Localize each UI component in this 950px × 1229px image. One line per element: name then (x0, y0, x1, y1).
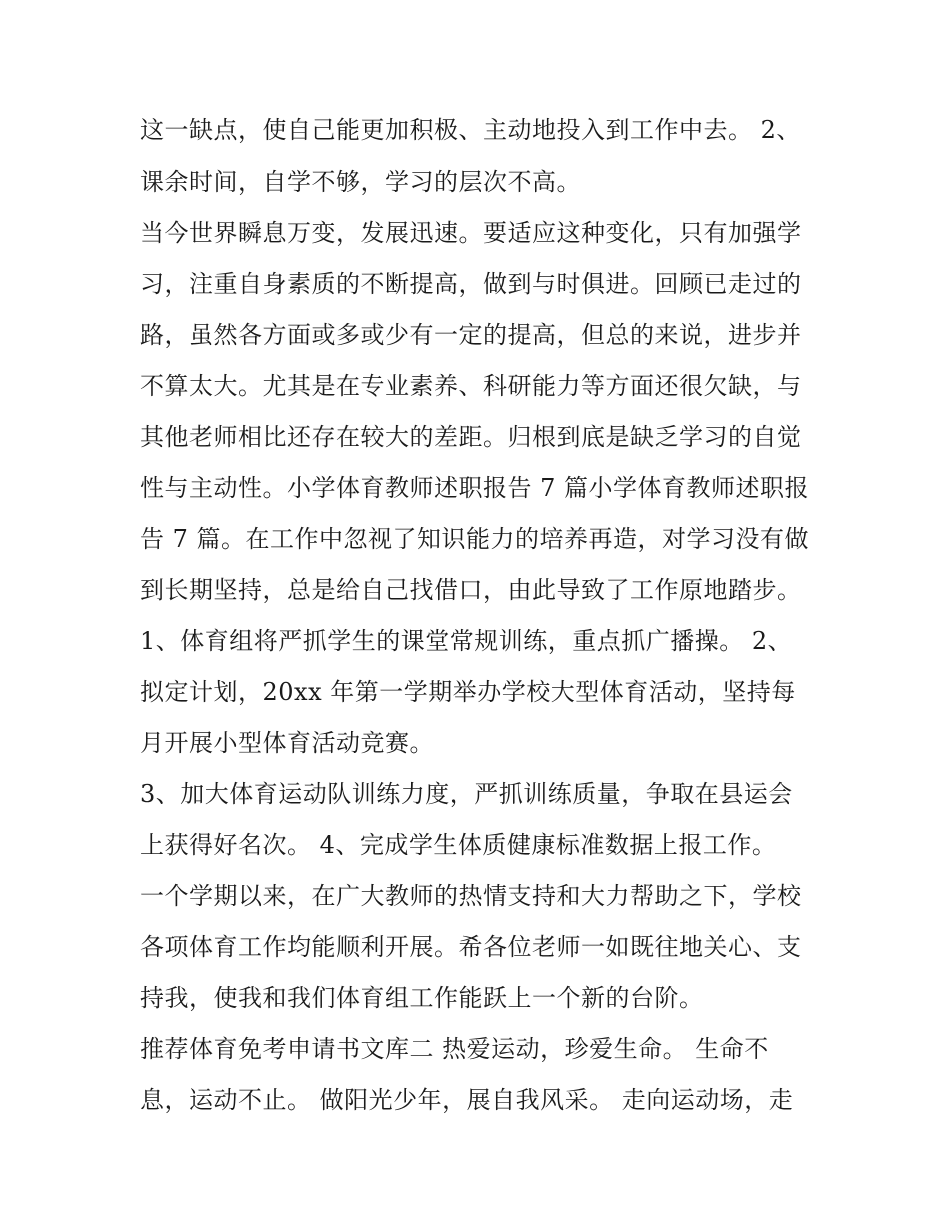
text-line: 月开展小型体育活动竞赛。 (140, 729, 434, 757)
text-line: 课余时间，自学不够，学习的层次不高。 (140, 168, 581, 196)
text-line: 上获得好名次。 4、完成学生体质健康标准数据上报工作。 (140, 831, 777, 859)
text-line: 习，注重自身素质的不断提高，做到与时俱进。回顾已走过的 (140, 270, 802, 298)
text-line: 各项体育工作均能顺利开展。希各位老师一如既往地关心、支 (140, 933, 802, 961)
text-line: 持我，使我和我们体育组工作能跃上一个新的台阶。 (140, 984, 704, 1012)
text-line: 这一缺点，使自己能更加积极、主动地投入到工作中去。 2、 (140, 116, 801, 144)
text-line: 一个学期以来，在广大教师的热情支持和大力帮助之下，学校 (140, 882, 802, 910)
text-line: 到长期坚持，总是给自己找借口，由此导致了工作原地踏步。 (140, 576, 802, 604)
text-line: 其他老师相比还存在较大的差距。归根到底是缺乏学习的自觉 (140, 423, 802, 451)
text-line: 当今世界瞬息万变，发展迅速。要适应这种变化，只有加强学 (140, 219, 802, 247)
text-line: 路，虽然各方面或多或少有一定的提高，但总的来说，进步并 (140, 321, 802, 349)
text-line: 告 7 篇。在工作中忽视了知识能力的培养再造，对学习没有做 (140, 525, 810, 553)
text-line: 拟定计划，20xx 年第一学期举办学校大型体育活动，坚持每 (140, 678, 796, 706)
text-line: 息，运动不止。 做阳光少年，展自我风采。 走向运动场，走 (140, 1086, 794, 1114)
text-line: 不算太大。尤其是在专业素养、科研能力等方面还很欠缺，与 (140, 372, 802, 400)
text-line: 1、体育组将严抓学生的课堂常规训练，重点抓广播操。 2、 (140, 627, 793, 655)
text-line: 性与主动性。小学体育教师述职报告 7 篇小学体育教师述职报 (140, 474, 810, 502)
text-line: 3、加大体育运动队训练力度，严抓训练质量，争取在县运会 (140, 780, 793, 808)
text-line: 推荐体育免考申请书文库二 热爱运动，珍爱生命。 生命不 (140, 1035, 769, 1063)
